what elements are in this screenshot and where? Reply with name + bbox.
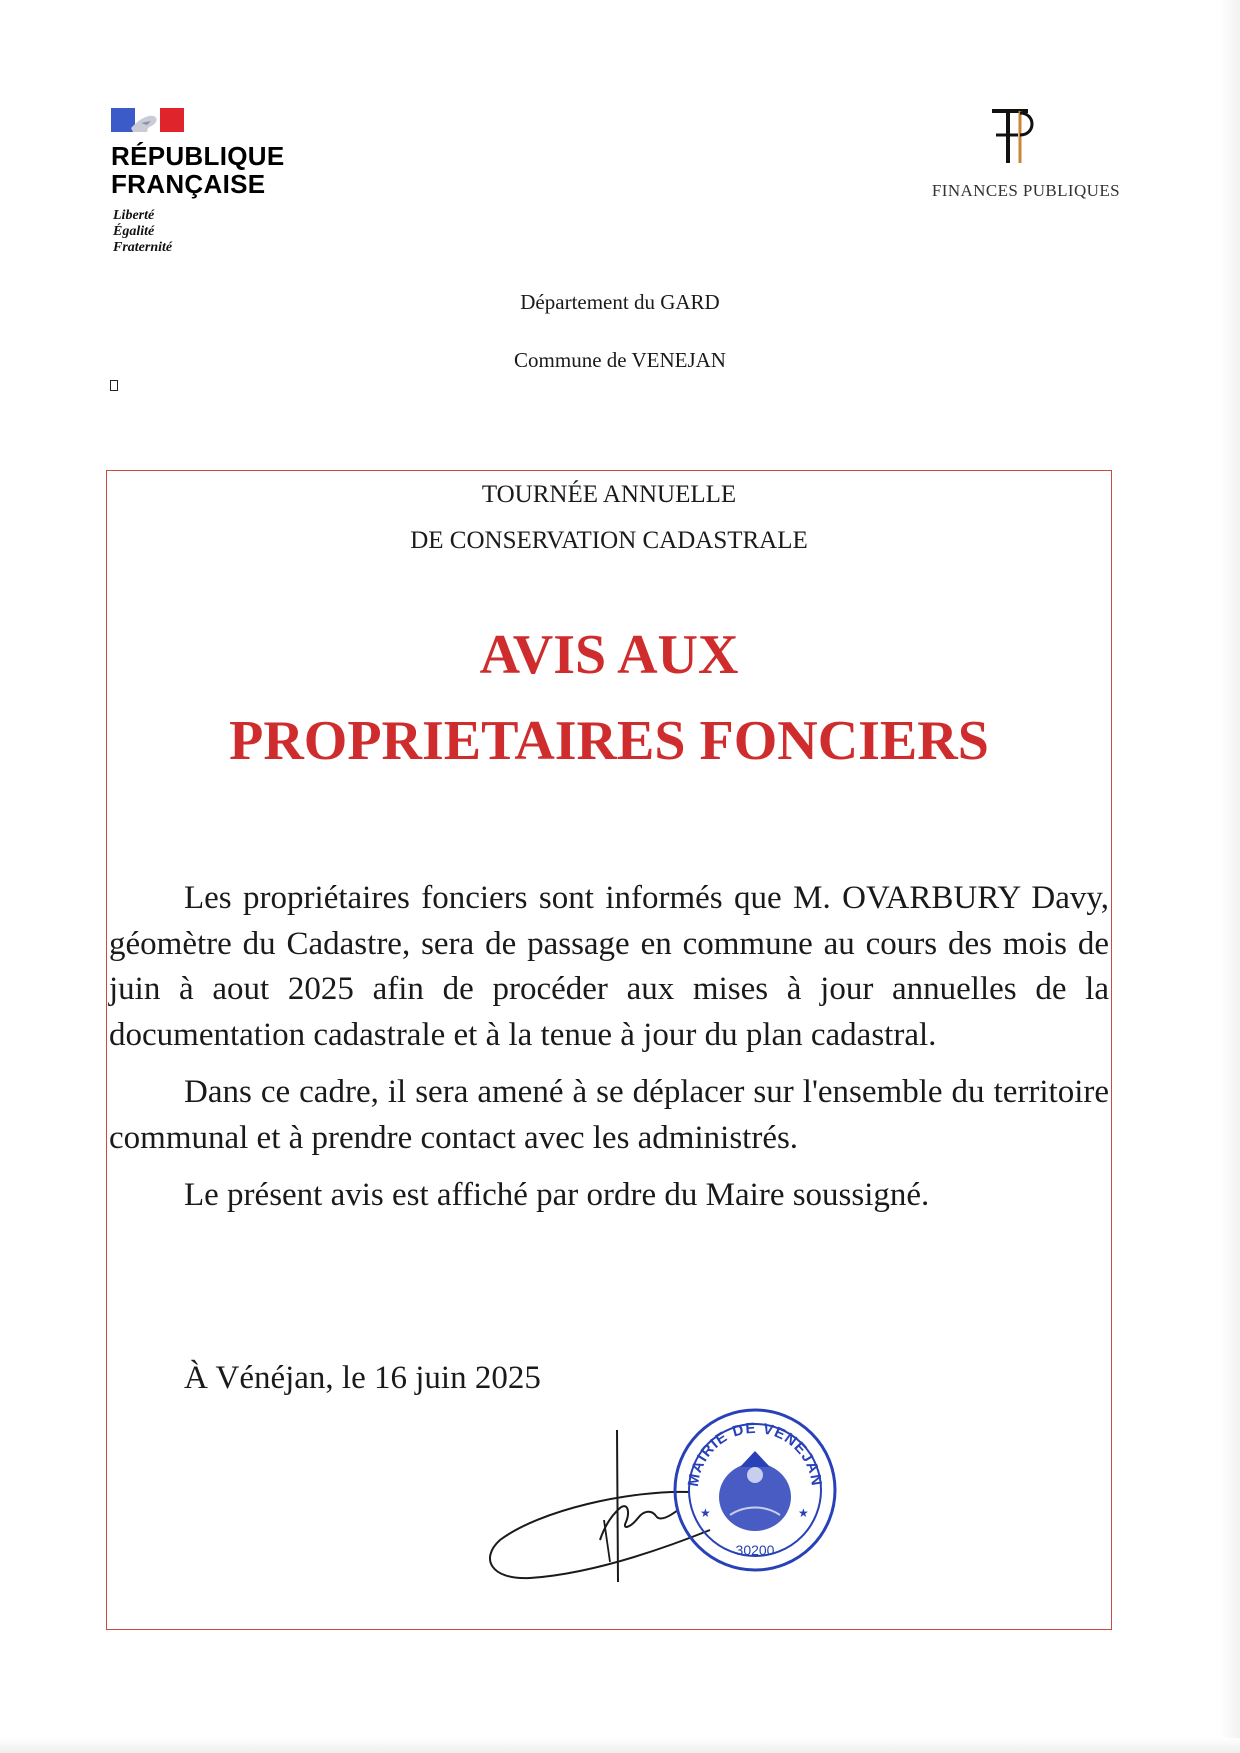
stray-checkbox-mark bbox=[110, 380, 118, 391]
svg-text:MAIRIE DE VENEJAN: MAIRIE DE VENEJAN bbox=[684, 1419, 826, 1488]
notice-body bbox=[109, 876, 1109, 1219]
svg-text:30200: 30200 bbox=[735, 1542, 775, 1558]
finances-publiques-icon bbox=[988, 105, 1038, 175]
place-and-date: À Vénéjan, le 16 juin 2025 bbox=[184, 1360, 541, 1396]
marianne-flag-icon bbox=[111, 108, 184, 132]
mairie-stamp bbox=[670, 1405, 840, 1575]
svg-text:★: ★ bbox=[798, 1506, 809, 1520]
page-edge-shadow bbox=[1220, 0, 1240, 1753]
commune-line: Commune de VENEJAN bbox=[514, 348, 726, 372]
page-edge-shadow-bottom bbox=[0, 1738, 1240, 1753]
republique-motto: Liberté Égalité Fraternité bbox=[113, 208, 173, 255]
svg-text:★: ★ bbox=[700, 1506, 711, 1520]
notice-paragraph: Le présent avis est affiché par ordre du Maire soussigné. bbox=[184, 1177, 930, 1213]
notice-subtitle: TOURNÉE ANNUELLE DE CONSERVATION CADASTRALE bbox=[410, 481, 808, 554]
republique-francaise-name: RÉPUBLIQUE FRANÇAISE bbox=[111, 141, 285, 199]
notice-paragraph: Les propriétaires fonciers sont informés que M. OVARBURY Davy, géomètre du Cadastre, sera de passage en commune au cours des mois de juin à aout 2025 afin de procéder aux mises à jour annuelles de la documentation cadastrale et à la tenue à jour du plan cadastral. bbox=[109, 880, 1109, 1053]
notice-headline: AVIS AUX PROPRIETAIRES FONCIERS bbox=[229, 624, 989, 772]
finances-publiques-logo bbox=[920, 105, 1120, 205]
finances-publiques-label: FINANCES PUBLIQUES bbox=[931, 181, 1120, 200]
department-line: Département du GARD bbox=[520, 290, 720, 314]
notice-paragraph: Dans ce cadre, il sera amené à se déplacer sur l'ensemble du territoire communal et à prendre contact avec les administrés. bbox=[109, 1074, 1109, 1156]
